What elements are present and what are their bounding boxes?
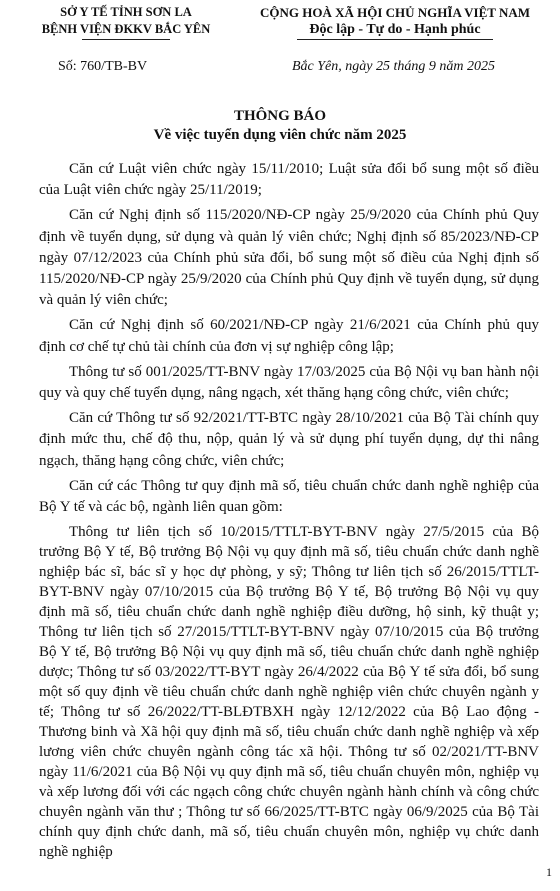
body-paragraph: Thông tư liên tịch số 10/2015/TTLT-BYT-BNV ngày 27/5/2015 của Bộ trưởng Bộ Y tế, Bộ trưởng Bộ Nội vụ quy định mã số, tiêu chuẩn chức danh nghề nghiệp bác sĩ, bác sĩ y học dự phòng, y sỹ; Thông tư liên tịch số 26/2015/TTLT-BYT-BNV ngày 07/10/2015 của Bộ trưởng Bộ Y tế, Bộ trưởng Bộ Nội vụ quy định mã số, tiêu chuẩn chức danh nghề nghiệp điều dưỡng, hộ sinh, kỹ thuật y; Thông tư liên tịch số 27/2015/TTLT-BYT-BNV ngày 07/10/2015 của Bộ trưởng Bộ Y tế, Bộ trưởng Bộ Nội vụ quy định mã số, tiêu chuẩn chức danh nghề nghiệp dược; Thông tư số 03/2022/TT-BYT ngày 26/4/2022 của Bộ Y tế sửa đổi, bổ sung một số quy định về tiêu chuẩn chức danh nghề nghiệp viên chức chuyên ngành y tế; Thông tư số 26/2022/TT-BLĐTBXH ngày 12/12/2022 của Bộ Lao động - Thương binh và Xã hội quy định mã số, tiêu chuẩn chức danh nghề nghiệp và xếp lương viên chức chuyên ngành công tác xã hội. Thông tư số 02/2021/TT-BNV ngày 11/6/2021 của Bộ Nội vụ quy định mã số, tiêu chuẩn chuyên môn, nghiệp vụ và xếp lương đối với các ngạch công chức chuyên ngành hành chính và công chức chuyên ngành văn thư ; Thông tư số 66/2025/TT-BTC ngày 06/9/2025 của Bộ Tài chính quy định chức danh, mã số, tiêu chuẩn chuyên môn, nghiệp vụ chức danh nghề nghiệp [39, 524, 539, 861]
page-number: 1 [546, 865, 552, 879]
document-title: THÔNG BÁO [233, 108, 327, 124]
agency-parent-name: SỞ Y TẾ TỈNH SƠN LA [60, 5, 192, 19]
document-number: Số: 760/TB-BV [58, 59, 148, 74]
issue-date: Bắc Yên, ngày 25 tháng 9 năm 2025 [292, 59, 495, 74]
body-paragraph: Thông tư số 001/2025/TT-BNV ngày 17/03/2025 của Bộ Nội vụ ban hành nội quy và quy chế tuyển dụng, nâng ngạch, xét thăng hạng công chức, viên chức; [39, 363, 539, 402]
body-paragraph: Căn cứ các Thông tư quy định mã số, tiêu chuẩn chức danh nghề nghiệp của Bộ Y tế và các bộ, ngành liên quan gồm: [39, 477, 539, 516]
document-body [39, 159, 539, 862]
national-motto: Độc lập - Tự do - Hạnh phúc [309, 22, 481, 37]
motto-underline [297, 39, 493, 40]
agency-underline [82, 39, 170, 40]
issuing-agency-header [12, 4, 240, 40]
body-paragraph: Căn cứ Thông tư số 92/2021/TT-BTC ngày 28/10/2021 của Bộ Tài chính quy định mức thu, chế độ thu, nộp, quản lý và sử dụng phí tuyển dụng, dự thi nâng ngạch, thăng hạng công chức, viên chức; [39, 410, 539, 469]
agency-name: BỆNH VIỆN ĐKKV BẮC YÊN [41, 22, 211, 36]
national-header [236, 4, 554, 40]
document-heading [0, 107, 560, 145]
body-paragraph: Căn cứ Nghị định số 115/2020/NĐ-CP ngày 25/9/2020 của Chính phủ Quy định về tuyển dụng, sử dụng và quản lý viên chức; Nghị định số 85/2023/NĐ-CP ngày 07/12/2023 của Chính phủ sửa đổi, bổ sung một số điều của Nghị định số 115/2020/NĐ-CP ngày 25/9/2020 của Chính phủ Quy định về tuyển dụng, sử dụng và quản lý viên chức; [39, 207, 539, 309]
body-paragraph: Căn cứ Luật viên chức ngày 15/11/2010; Luật sửa đổi bổ sung một số điều của Luật viên chức ngày 25/11/2019; [39, 161, 539, 199]
document-subtitle: Về việc tuyển dụng viên chức năm 2025 [153, 127, 407, 143]
body-paragraph: Căn cứ Nghị định số 60/2021/NĐ-CP ngày 21/6/2021 của Chính phủ quy định cơ chế tự chủ tài chính của đơn vị sự nghiệp công lập; [39, 317, 539, 355]
national-title: CỘNG HOÀ XÃ HỘI CHỦ NGHĨA VIỆT NAM [259, 5, 531, 20]
